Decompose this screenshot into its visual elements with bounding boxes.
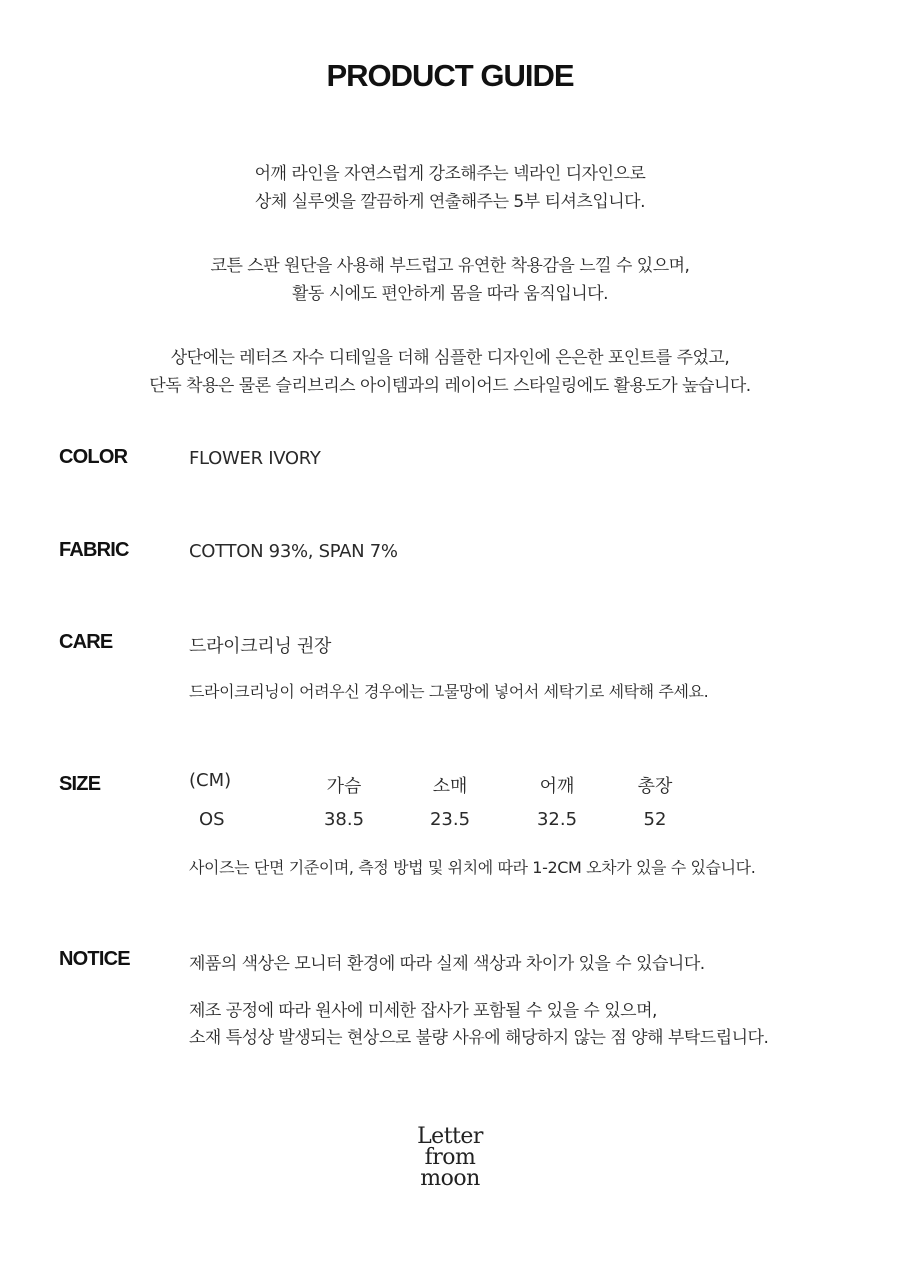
- size-value-length: 52: [643, 809, 667, 830]
- color-value: FLOWER IVORY: [189, 448, 321, 469]
- color-label: COLOR: [59, 446, 128, 468]
- logo-word: moon: [420, 1166, 480, 1191]
- size-value-os: OS: [199, 809, 225, 830]
- size-header-unit: (CM): [189, 770, 232, 791]
- description-paragraph: [0, 344, 900, 400]
- brand-logo: [350, 1126, 550, 1189]
- size-label: SIZE: [59, 773, 101, 795]
- size-header-chest: 가슴: [326, 776, 362, 797]
- size-header-shoulder: 어깨: [539, 776, 575, 797]
- fabric-label: FABRIC: [59, 539, 129, 561]
- notice-line: 제조 공정에 따라 원사에 미세한 잡사가 포함될 수 있을 수 있으며,: [189, 1001, 657, 1021]
- size-value-sleeve: 23.5: [429, 809, 471, 830]
- notice-paragraph: [189, 998, 768, 1052]
- size-note: 사이즈는 단면 기준이며, 측정 방법 및 위치에 따라 1-2CM 오차가 있을 수 있습니다.: [189, 858, 756, 877]
- description-line: 코튼 스판 원단을 사용해 부드럽고 유연한 착용감을 느낄 수 있으며,: [210, 256, 690, 276]
- description-line: 상단에는 레터즈 자수 디테일을 더해 심플한 디자인에 은은한 포인트를 주었고,: [170, 348, 730, 368]
- page-title: PRODUCT GUIDE: [326, 58, 574, 93]
- logo-word: Letter: [417, 1124, 483, 1149]
- logo-word: from: [424, 1145, 476, 1170]
- notice-line: 제품의 색상은 모니터 환경에 따라 실제 색상과 차이가 있을 수 있습니다.: [189, 954, 705, 974]
- fabric-value: COTTON 93%, SPAN 7%: [189, 541, 398, 562]
- care-label: CARE: [59, 631, 113, 653]
- care-value: 드라이크리닝 권장: [189, 636, 332, 657]
- product-description: [0, 160, 900, 436]
- size-header-length: 총장: [637, 776, 673, 797]
- size-value-shoulder: 32.5: [536, 809, 578, 830]
- notice-label: NOTICE: [59, 948, 130, 970]
- care-note: 드라이크리닝이 어려우신 경우에는 그물망에 넣어서 세탁기로 세탁해 주세요.: [189, 682, 709, 701]
- description-line: 활동 시에도 편안하게 몸을 따라 움직입니다.: [291, 284, 609, 304]
- description-line: 단독 착용은 물론 슬리브리스 아이템과의 레이어드 스타일링에도 활용도가 높습니다.: [149, 376, 751, 396]
- description-paragraph: [0, 252, 900, 308]
- size-value-chest: 38.5: [323, 809, 365, 830]
- description-paragraph: [0, 160, 900, 216]
- size-header-sleeve: 소매: [432, 776, 468, 797]
- notice-line: 소재 특성상 발생되는 현상으로 불량 사유에 해당하지 않는 점 양해 부탁드립니다.: [189, 1028, 769, 1048]
- description-line: 상체 실루엣을 깔끔하게 연출해주는 5부 티셔츠입니다.: [254, 192, 646, 212]
- description-line: 어깨 라인을 자연스럽게 강조해주는 넥라인 디자인으로: [254, 164, 646, 184]
